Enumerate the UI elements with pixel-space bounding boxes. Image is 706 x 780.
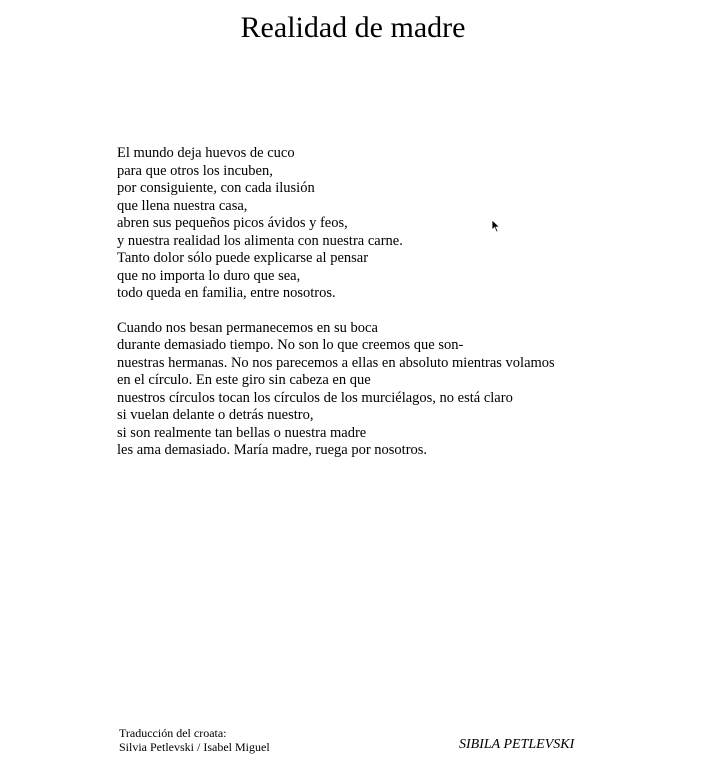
poem-line: nuestras hermanas. No nos parecemos a ellas en absoluto mientras volamos (117, 354, 555, 371)
author-name: SIBILA PETLEVSKI (459, 737, 575, 752)
poem-line: si son realmente tan bellas o nuestra madre (117, 424, 367, 441)
mouse-pointer-icon (491, 219, 501, 233)
poem-line: y nuestra realidad los alimenta con nuestra carne. (117, 232, 403, 249)
poem-line: que no importa lo duro que sea, (117, 267, 301, 284)
poem-line: les ama demasiado. María madre, ruega por nosotros. (117, 442, 428, 458)
poem-line: Tanto dolor sólo puede explicarse al pensar (117, 250, 369, 266)
stanza-1 (117, 145, 677, 303)
poem-line: que llena nuestra casa, (117, 197, 248, 214)
translation-credit (119, 726, 270, 754)
poem-title: Realidad de madre (240, 11, 466, 44)
poem-line: durante demasiado tiempo. No son lo que creemos que son- (117, 337, 464, 353)
poem-line: en el círculo. En este giro sin cabeza en que (117, 372, 371, 388)
poem-line: Cuando nos besan permanecemos en su boca (117, 319, 378, 336)
translators: Silvia Petlevski / Isabel Miguel (119, 740, 270, 754)
poem-line: El mundo deja huevos de cuco (117, 145, 295, 161)
stanza-2 (117, 320, 677, 460)
translation-label: Traducción del croata: (119, 726, 227, 740)
poem-line: nuestros círculos tocan los círculos de los murciélagos, no está claro (117, 389, 513, 406)
poem-line: abren sus pequeños picos ávidos y feos, (117, 215, 348, 231)
poem-line: si vuelan delante o detrás nuestro, (117, 407, 314, 423)
poem-body (117, 145, 677, 477)
poem-line: por consiguiente, con cada ilusión (117, 180, 315, 196)
poem-line: todo queda en familia, entre nosotros. (117, 285, 336, 301)
poem-line: para que otros los incuben, (117, 162, 273, 179)
